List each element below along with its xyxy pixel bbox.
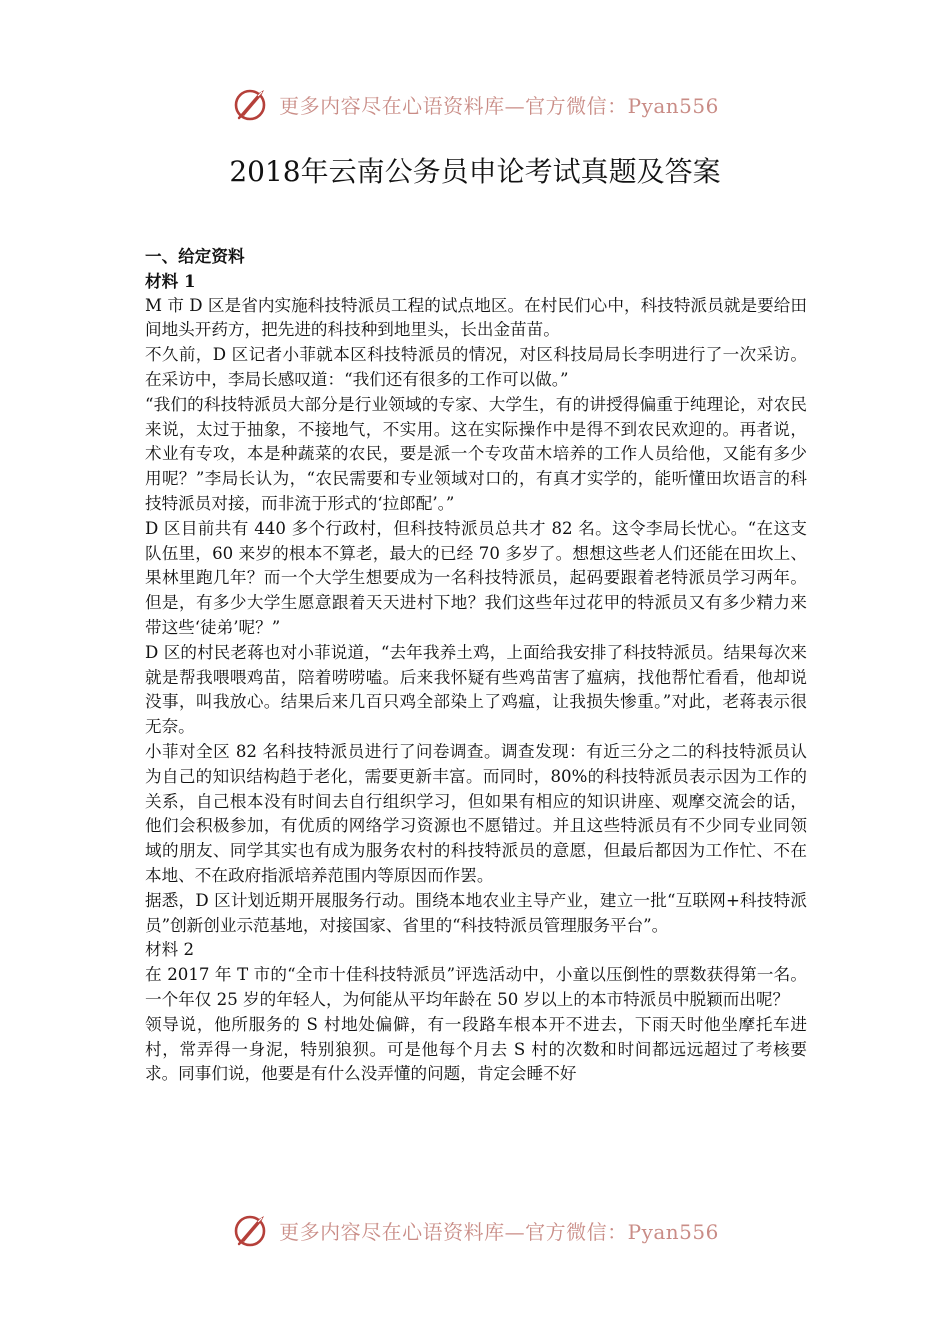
section-heading: 一、给定资料 bbox=[145, 246, 245, 266]
paragraph: 不久前，D 区记者小菲就本区科技特派员的情况，对区科技局局长李明进行了一次采访。在采访中，李局长感叹道：“我们还有很多的工作可以做。” bbox=[145, 345, 807, 389]
paragraph: “我们的科技特派员大部分是行业领域的专家、大学生，有的讲授得偏重于纯理论，对农民来说，太过于抽象，不接地气，不实用。这在实际操作中是得不到农民欢迎的。再者说，术业有专攻，本是种蔬菜的农民，要是派一个专攻苗木培养的工作人员给他，又能有多少用呢？”李局长认为，“农民需要和专业领域对口的，有真才实学的，能听懂田坎语言的科技特派员对接，而非流于形式的‘拉郎配’。” bbox=[145, 394, 807, 513]
paragraph: D 区的村民老蒋也对小菲说道，“去年我养土鸡，上面给我安排了科技特派员。结果每次来就是帮我喂喂鸡苗，陪着唠唠嗑。后来我怀疑有些鸡苗害了瘟病，找他帮忙看看，他却说没事，叫我放心。结果后来几百只鸡全部染上了鸡瘟，让我损失惨重。”对此，老蒋表示很无奈。 bbox=[145, 642, 807, 737]
watermark-footer bbox=[0, 1208, 950, 1252]
document-body bbox=[145, 244, 807, 1087]
document-title: 2018年云南公务员申论考试真题及答案 bbox=[229, 155, 721, 188]
paragraph: M 市 D 区是省内实施科技特派员工程的试点地区。在村民们心中，科技特派员就是要给田间地头开药方，把先进的科技种到地里头，长出金苗苗。 bbox=[145, 295, 807, 340]
watermark-text: 更多内容尽在心语资料库—官方微信：Pyan556 bbox=[279, 93, 719, 118]
paragraph: 在 2017 年 T 市的“全市十佳科技特派员”评选活动中，小童以压倒性的票数获得第一名。一个年仅 25 岁的年轻人，为何能从平均年龄在 50 岁以上的本市特派员中脱颖而出呢？ bbox=[145, 965, 807, 1009]
paragraph: 领导说，他所服务的 S 村地处偏僻，有一段路车根本开不进去，下雨天时他坐摩托车进村，常弄得一身泥，特别狼狈。可是他每个月去 S 村的次数和时间都远远超过了考核要求。同事们说，他要是有什么没弄懂的问题，肯定会睡不好 bbox=[145, 1014, 807, 1084]
paragraph: 据悉，D 区计划近期开展服务行动。围绕本地农业主导产业，建立一批“互联网+科技特派员”创新创业示范基地，对接国家、省里的“科技特派员管理服务平台”。 bbox=[145, 890, 807, 935]
watermark-text: 更多内容尽在心语资料库—官方微信：Pyan556 bbox=[279, 1219, 719, 1244]
paragraph: D 区目前共有 440 多个行政村，但科技特派员总共才 82 名。这令李局长忧心。“在这支队伍里，60 来岁的根本不算老，最大的已经 70 多岁了。想想这些老人们还能在田坎上、果林里跑几年？而一个大学生想要成为一名科技特派员，起码要跟着老特派员学习两年。但是，有多少大学生愿意跟着天天进村下地？我们这些年过花甲的特派员又有多少精力来带这些‘徒弟’呢？” bbox=[145, 518, 807, 637]
watermark-header bbox=[0, 82, 950, 126]
pen-nib-logo-icon bbox=[231, 1210, 273, 1250]
material-1-heading: 材料 1 bbox=[145, 270, 196, 291]
material-2-heading: 材料 2 bbox=[145, 940, 195, 960]
paragraph: 小菲对全区 82 名科技特派员进行了问卷调查。调查发现：有近三分之二的科技特派员认为自己的知识结构趋于老化，需要更新丰富。而同时，80%的科技特派员表示因为工作的关系，自己根本没有时间去自行组织学习，但如果有相应的知识讲座、观摩交流会的话，他们会积极参加，有优质的网络学习资源也不愿错过。并且这些特派员有不少同专业同领域的朋友、同学其实也有成为服务农村的科技特派员的意愿，但最后都因为工作忙、不在本地、不在政府指派培养范围内等原因而作罢。 bbox=[145, 741, 807, 885]
pen-nib-logo-icon bbox=[231, 84, 273, 124]
